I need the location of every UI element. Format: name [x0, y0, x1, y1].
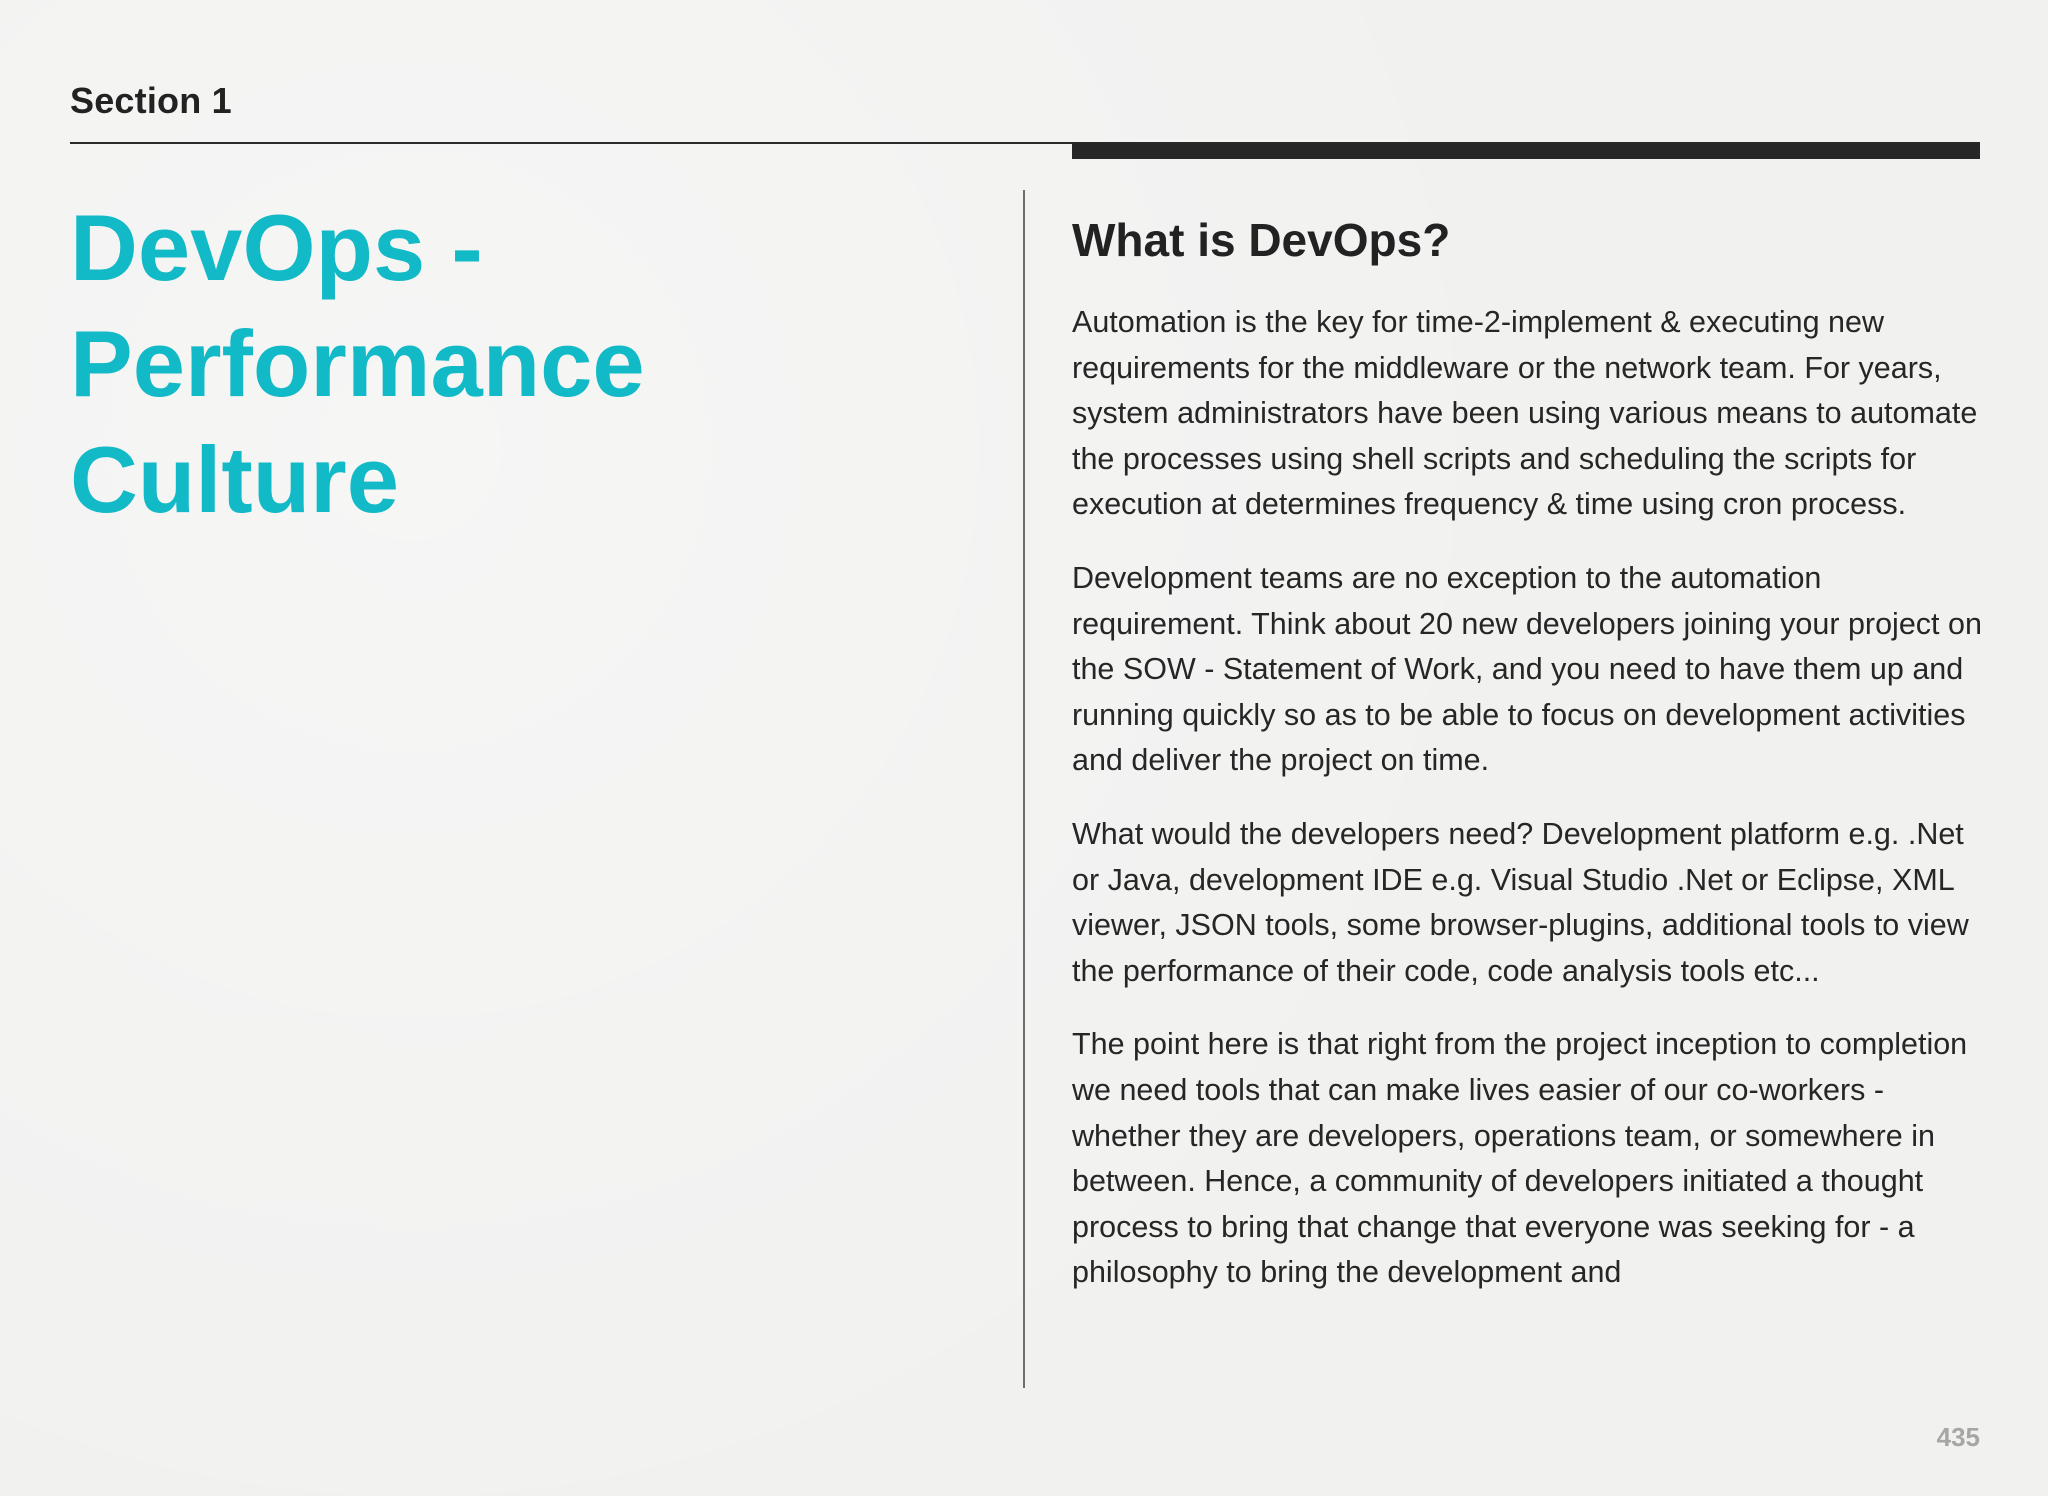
section-label: Section 1 — [70, 80, 232, 121]
article-paragraph-3: What would the developers need? Development platform e.g. .Net or Java, development IDE e.g. Visual Studio .Net or Eclipse, XML viewer, JSON tools, some browser-plugins, additional tools to view the performance of their code, code analysis tools etc... — [1072, 816, 1969, 988]
article-paragraph-2: Development teams are no exception to the automation requirement. Think about 20 new developers joining your project on the SOW - Statement of Work, and you need to have them up and running quickly so as to be able to focus on development activities and deliver the project on time. — [1072, 560, 1982, 778]
header-rule-accent-bar — [1072, 143, 1980, 159]
column-divider — [1023, 190, 1025, 1388]
article-column — [1072, 210, 1992, 1390]
chapter-title-line-2: Performance — [70, 311, 645, 416]
article-paragraph-4: The point here is that right from the project inception to completion we need tools that can make lives easier of our co-workers - whether they are developers, operations team, or somewhere in between. Hence, a community of developers initiated a thought process to bring that change that everyone was seeking for - a philosophy to bring the development and — [1072, 1027, 1968, 1290]
article-paragraph-1: Automation is the key for time-2-implement & executing new requirements for the middleware or the network team. For years, system administrators have been using various means to automate the processes using shell scripts and scheduling the scripts for execution at determines frequency & time using cron process. — [1072, 305, 1978, 522]
article-heading: What is DevOps? — [1072, 214, 1451, 266]
page-number: 435 — [1936, 1422, 1980, 1452]
chapter-title-line-3: Culture — [70, 427, 399, 532]
chapter-title-line-1: DevOps - — [70, 195, 483, 300]
chapter-title — [70, 190, 970, 538]
